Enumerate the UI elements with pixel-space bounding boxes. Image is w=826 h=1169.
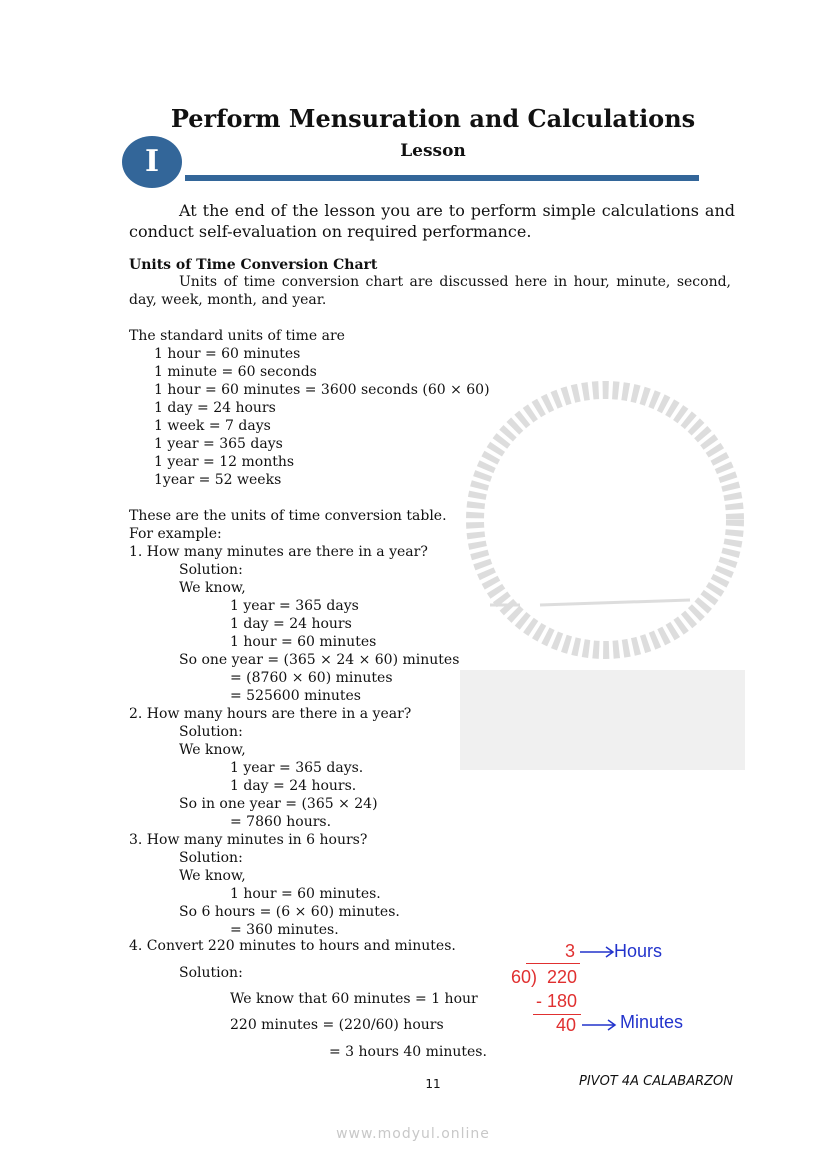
- content-line: 1 hour = 60 minutes: [154, 346, 301, 362]
- content-line: 220 minutes = (220/60) hours: [230, 1017, 444, 1033]
- content-line: 1 year = 12 months: [154, 454, 295, 470]
- content-line: 1 day = 24 hours.: [230, 778, 357, 794]
- content-line: We know,: [179, 580, 246, 596]
- section-paragraph: Units of time conversion chart are discussed here in hour, minute, second, day, week, month, and year.: [129, 274, 731, 308]
- content-line: = 3 hours 40 minutes.: [329, 1044, 487, 1060]
- minutes-label: Minutes: [620, 1012, 684, 1032]
- dividend: 220: [547, 967, 578, 987]
- content-line: We know,: [179, 742, 246, 758]
- arrow-icon: [582, 1017, 622, 1033]
- hours-label: Hours: [614, 941, 663, 961]
- remainder: 40: [556, 1015, 577, 1035]
- content-line: 1 day = 24 hours: [154, 400, 276, 416]
- content-line: Solution:: [179, 850, 243, 866]
- intro-paragraph: At the end of the lesson you are to perform simple calculations and conduct self-evaluation on required performance.: [129, 201, 735, 241]
- page-title: Perform Mensuration and Calculations: [170, 104, 696, 133]
- content-line: 1 hour = 60 minutes: [230, 634, 377, 650]
- content-line: For example:: [129, 526, 222, 542]
- lesson-subtitle: Lesson: [400, 141, 466, 161]
- content-line: Solution:: [179, 562, 243, 578]
- content-line: 3. How many minutes in 6 hours?: [129, 832, 368, 848]
- faded-seal-watermark: [460, 370, 750, 780]
- content-line: So one year = (365 × 24 × 60) minutes: [179, 652, 460, 668]
- quotient: 3: [565, 941, 576, 961]
- site-watermark: www.modyul.online: [336, 1126, 490, 1142]
- title-rule: [185, 175, 699, 181]
- content-line: 1 hour = 60 minutes = 3600 seconds (60 × 60): [154, 382, 490, 398]
- lesson-badge: I: [122, 136, 182, 188]
- content-line: 1 year = 365 days: [230, 598, 359, 614]
- content-line: The standard units of time are: [129, 328, 345, 344]
- content-line: = (8760 × 60) minutes: [230, 670, 393, 686]
- content-line: = 360 minutes.: [230, 922, 339, 938]
- division-bar: [526, 963, 580, 964]
- content-line: 4. Convert 220 minutes to hours and minutes.: [129, 938, 456, 954]
- content-line: Solution:: [179, 724, 243, 740]
- content-line: = 525600 minutes: [230, 688, 361, 704]
- divisor: 60): [511, 967, 538, 987]
- content-line: 1year = 52 weeks: [154, 472, 282, 488]
- subtraction: - 180: [536, 991, 578, 1011]
- content-line: 1 week = 7 days: [154, 418, 271, 434]
- page-number: 11: [425, 1077, 441, 1091]
- content-line: 1. How many minutes are there in a year?: [129, 544, 428, 560]
- content-line: So 6 hours = (6 × 60) minutes.: [179, 904, 400, 920]
- content-line: = 7860 hours.: [230, 814, 332, 830]
- section-heading: Units of Time Conversion Chart: [129, 257, 378, 273]
- content-line: Solution:: [179, 965, 243, 981]
- content-line: These are the units of time conversion table.: [129, 508, 447, 524]
- content-line: 1 year = 365 days.: [230, 760, 364, 776]
- content-line: We know that 60 minutes = 1 hour: [230, 991, 478, 1007]
- content-line: 2. How many hours are there in a year?: [129, 706, 412, 722]
- content-line: 1 minute = 60 seconds: [154, 364, 317, 380]
- content-line: So in one year = (365 × 24): [179, 796, 378, 812]
- content-line: 1 year = 365 days: [154, 436, 283, 452]
- content-line: We know,: [179, 868, 246, 884]
- content-line: 1 hour = 60 minutes.: [230, 886, 381, 902]
- content-line: 1 day = 24 hours: [230, 616, 352, 632]
- footer-brand: PIVOT 4A CALABARZON: [579, 1074, 733, 1089]
